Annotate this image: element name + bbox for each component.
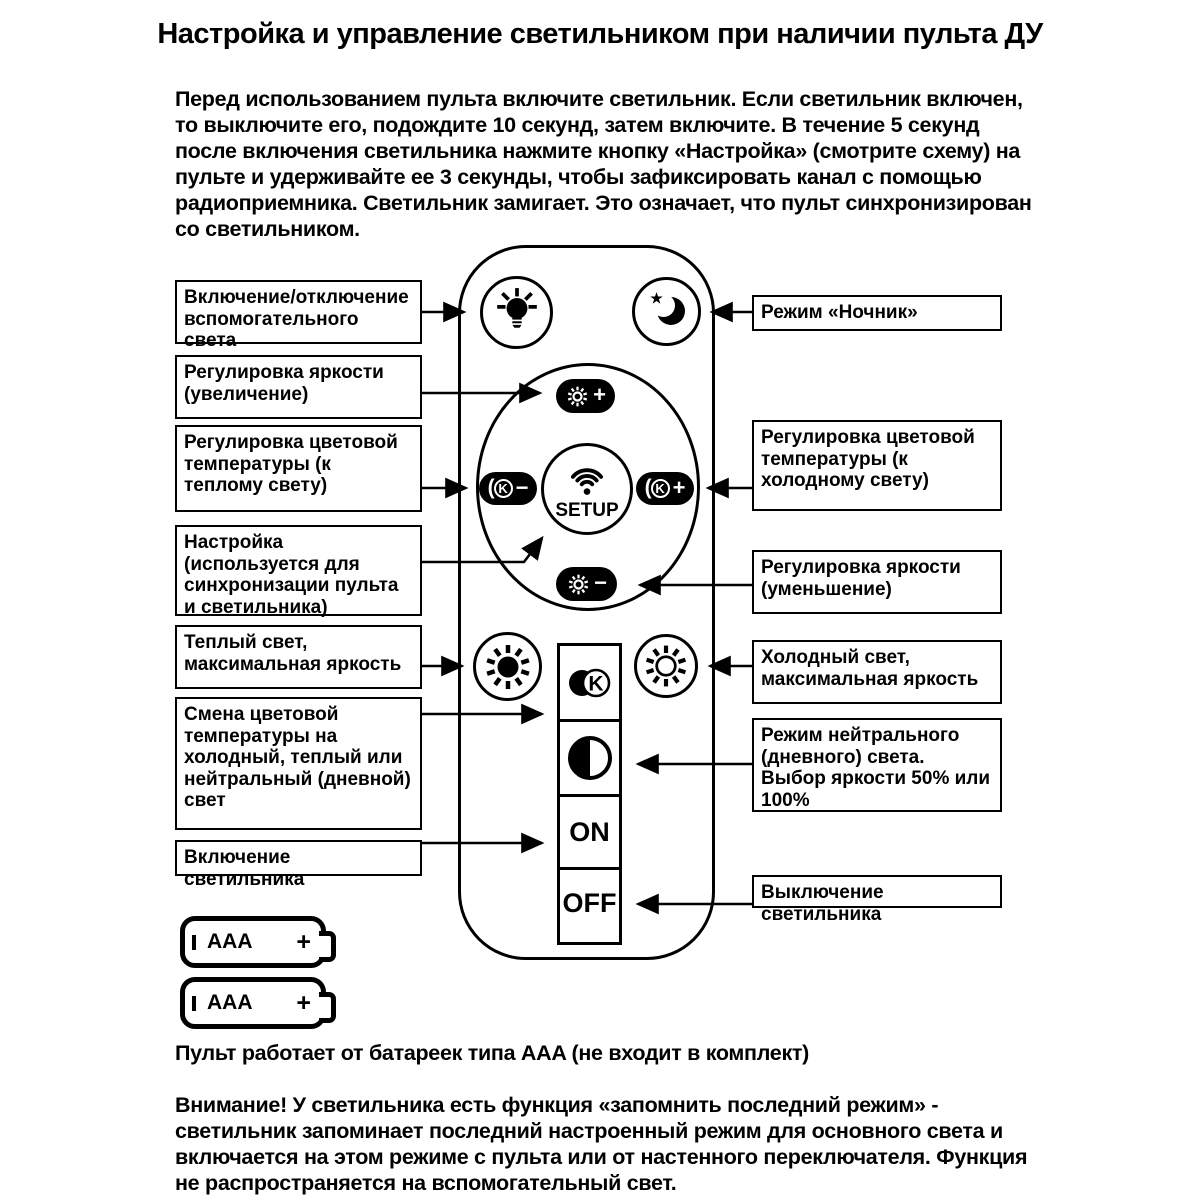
minus-sign: − <box>594 570 607 595</box>
setup-button <box>541 443 633 535</box>
svg-text:K: K <box>587 672 604 695</box>
on-button <box>560 797 619 870</box>
brightness-down-button <box>556 567 617 601</box>
remote-button-column <box>557 643 622 945</box>
sun-plus-icon <box>565 384 590 409</box>
battery-label: AAA <box>207 930 253 953</box>
k-circle-icon: K <box>494 479 513 498</box>
warm-max-button <box>473 632 542 701</box>
callout-brightness-down: Регулировка яркости (уменьшение) <box>752 550 1002 614</box>
k-circle-icon: K <box>651 479 670 498</box>
callout-night-mode: Режим «Ночник» <box>752 295 1002 331</box>
wifi-icon <box>558 457 616 499</box>
battery-minus-terminal <box>192 996 196 1011</box>
callout-temp-warm: Регулировка цветовой температуры (к теплому свету) <box>175 425 422 512</box>
color-temp-cold-button <box>636 472 694 505</box>
battery-minus-terminal <box>192 935 196 950</box>
callout-warm-max: Теплый свет, максимальная яркость <box>175 625 422 689</box>
callout-light-off: Выключение светильника <box>752 875 1002 908</box>
callout-aux-light: Включение/отключение вспомогательного света <box>175 280 422 344</box>
setup-label: SETUP <box>555 499 619 521</box>
aux-light-button <box>480 276 553 349</box>
k-arc-glyph: ( <box>644 476 652 499</box>
brightness-up-button <box>556 379 615 413</box>
warm-sun-icon <box>480 639 536 695</box>
battery-label: AAA <box>207 991 253 1014</box>
off-label: OFF <box>562 887 617 918</box>
color-temp-warm-button <box>479 472 537 505</box>
page-title: Настройка и управление светильником при наличии пульта ДУ <box>157 18 1043 50</box>
battery-note: Пульт работает от батареек типа AAA (не входит в комплект) <box>175 1041 809 1065</box>
intro-paragraph: Перед использованием пульта включите светильник. Если светильник включен, то выключите его, подождите 10 секунд, затем включите. В течение 5 секунд после включения светильника нажмите кнопку «Настройка» (смотрите схему) на пульте и удерживайте ее 3 секунды, чтобы зафиксировать канал с помощью радиоприемника. Светильник замигает. Это означает, что пульт синхронизирован со светильником. <box>175 87 1032 241</box>
off-button <box>560 870 619 936</box>
battery-aaa <box>180 977 326 1029</box>
plus-sign: + <box>593 382 606 407</box>
callout-neutral-mode: Режим нейтрального (дневного) света. Выбор яркости 50% или 100% <box>752 718 1002 812</box>
warning-paragraph: Внимание! У светильника есть функция «запомнить последний режим» - светильник запоминает последний настроенный режим для основного света и включается на этом режиме с пульта или от настенного переключателя. Функция не распространяется на вспомогательный свет. <box>175 1093 1028 1195</box>
callout-temp-cold: Регулировка цветовой температуры (к холодному свету) <box>752 420 1002 511</box>
callout-light-on: Включение светильника <box>175 840 422 876</box>
svg-text:★: ★ <box>649 290 663 306</box>
temp-toggle-button <box>560 646 619 722</box>
battery-aaa <box>180 916 326 968</box>
on-label: ON <box>569 816 610 847</box>
k-arc-glyph: ( <box>487 476 495 499</box>
battery-plus-sign: + <box>296 927 311 956</box>
half-circle-icon <box>565 733 615 783</box>
cold-max-button <box>634 634 698 698</box>
neutral-mode-button <box>560 722 619 797</box>
plus-sign: + <box>672 474 686 500</box>
callout-setup: Настройка (используется для синхронизации пульта и светильника) <box>175 525 422 616</box>
battery-plus-sign: + <box>296 988 311 1017</box>
bulb-icon <box>493 286 541 339</box>
callout-temp-change: Смена цветовой температуры на холодный, теплый или нейтральный (дневной) свет <box>175 697 422 830</box>
minus-sign: − <box>515 474 529 500</box>
battery-positive-nub <box>319 931 336 962</box>
battery-positive-nub <box>319 992 336 1023</box>
k-toggle-icon <box>565 662 615 704</box>
night-mode-button <box>632 277 701 346</box>
callout-brightness-up: Регулировка яркости (увеличение) <box>175 355 422 419</box>
moon-star-icon <box>644 286 690 337</box>
callout-cold-max: Холодный свет, максимальная яркость <box>752 640 1002 704</box>
sun-minus-icon <box>566 572 591 597</box>
cold-sun-icon <box>640 640 692 692</box>
